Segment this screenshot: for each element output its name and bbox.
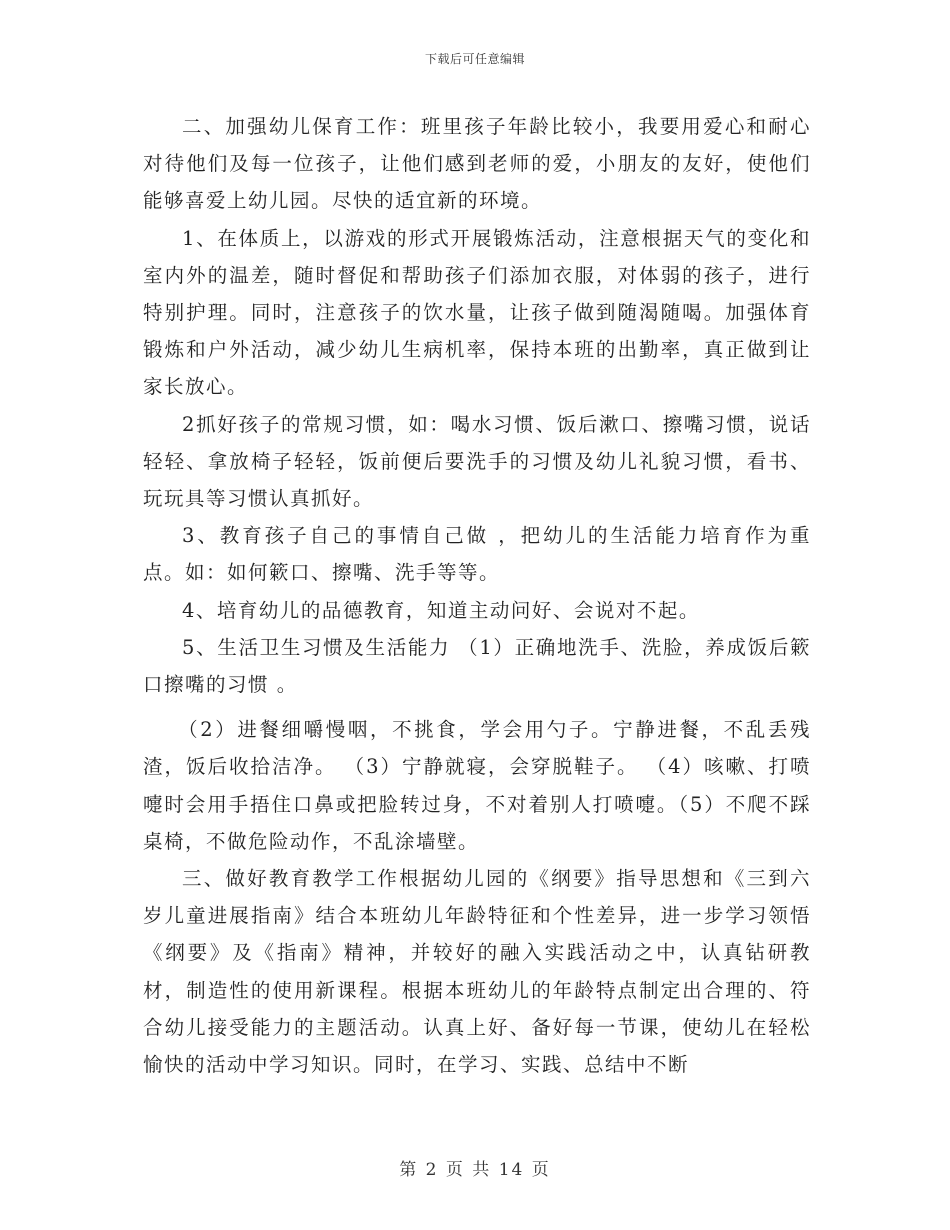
paragraph-childcare-heading: 二、加强幼儿保育工作：班里孩子年龄比较小，我要用爱心和耐心对待他们及每一位孩子，让他们感到老师的爱，小朋友的友好，使他们能够喜爱上幼儿园。尽快的适宜新的环境。 — [143, 115, 811, 213]
paragraph-hygiene-habits: 5、生活卫生习惯及生活能力 （1）正确地洗手、洗脸，养成饭后簌口擦嘴的习惯 。 — [143, 635, 811, 697]
document-body — [143, 108, 811, 1083]
paragraph-moral-education: 4、培育幼儿的品德教育，知道主动问好、会说对不起。 — [182, 598, 700, 622]
paragraph-physical-fitness: 1、在体质上，以游戏的形式开展锻炼活动，注意根据天气的变化和室内外的温差，随时督促和帮助孩子们添加衣服，对体弱的孩子，进行特别护理。同时，注意孩子的饮水量，让孩子做到随渴随喝。加强体育锻炼和户外活动，减少幼儿生病机率，保持本班的出勤率，真正做到让家长放心。 — [143, 226, 811, 399]
paragraph-eating-sleeping: （2）进餐细嚼慢咽，不挑食，学会用勺子。宁静进餐，不乱丢残渣，饭后收拾洁净。 （3）宁静就寝，会穿脱鞋子。 （4）咳嗽、打喷嚏时会用手捂住口鼻或把脸转过身，不对着别人打喷嚏。（5）不爬不踩桌椅，不做危险动作，不乱涂墙壁。 — [143, 718, 811, 853]
paragraph-routine-habits: 2抓好孩子的常规习惯，如：喝水习惯、饭后漱口、擦嘴习惯，说话轻轻、拿放椅子轻轻，饭前便后要洗手的习惯及幼儿礼貌习惯，看书、玩玩具等习惯认真抓好。 — [143, 412, 811, 511]
paragraph-self-care: 3、教育孩子自己的事情自己做 ，把幼儿的生活能力培育作为重点。如：如何簌口、擦嘴、洗手等等。 — [143, 524, 811, 585]
paragraph-teaching-work: 三、做好教育教学工作根据幼儿园的《纲要》指导思想和《三到六岁儿童进展指南》结合本班幼儿年龄特征和个性差异，进一步学习领悟《纲要》及《指南》精神，并较好的融入实践活动之中，认真钻研教材，制造性的使用新课程。根据本班幼儿的年龄特点制定出合理的、符合幼儿接受能力的主题活动。认真上好、备好每一节课，使幼儿在轻松愉快的活动中学习知识。同时，在学习、实践、总结中不断 — [143, 867, 811, 1077]
page-header-note: 下载后可任意编辑 — [424, 52, 525, 66]
page-number-footer: 第 2 页 共 14 页 — [399, 1160, 551, 1180]
